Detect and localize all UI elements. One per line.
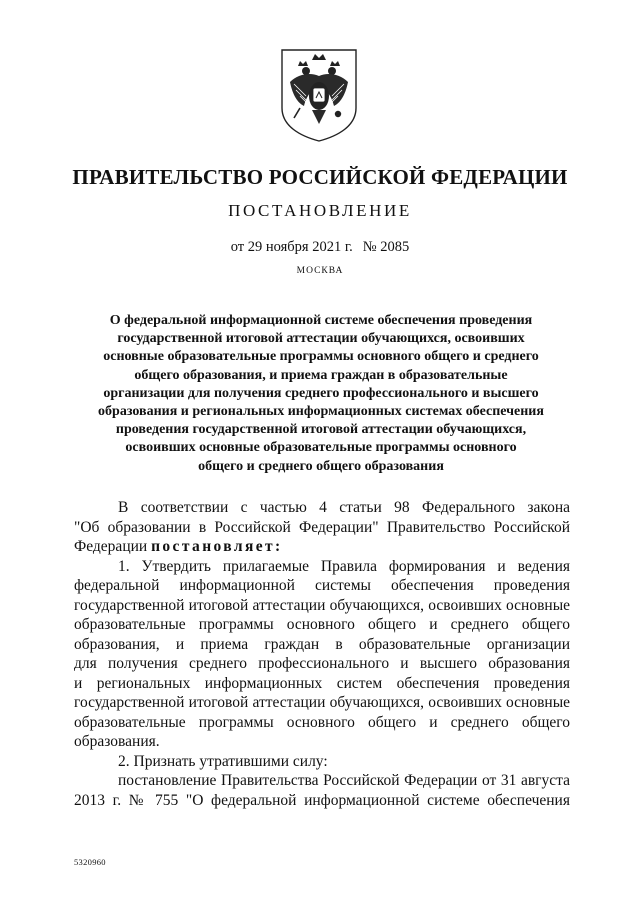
document-code: 5320960: [74, 857, 106, 867]
body-line: образовательные программы основного общего и среднего общего: [74, 713, 570, 731]
subject-line: общего и среднего общего образования: [198, 458, 444, 474]
body-line: государственной итоговой аттестации обучающихся, освоивших основные: [74, 596, 570, 614]
body-line: "Об образовании в Российской Федерации" Правительство Российской: [74, 518, 570, 536]
body-line: и региональных информационных систем обеспечения проведения: [74, 674, 570, 692]
body-line: для получения среднего профессионального и высшего образования: [74, 655, 570, 672]
subject-line: общего образования, и приема граждан в образовательные: [134, 367, 508, 383]
document-subject: [74, 312, 568, 476]
document-type: ПОСТАНОВЛЕНИЕ: [228, 201, 412, 220]
subject-line: проведения государственной итоговой аттестации обучающихся,: [115, 422, 527, 438]
preamble-end: Федерации: [74, 538, 148, 555]
body-line: [74, 537, 570, 557]
body-line: В соответствии с частью 4 статьи 98 Федерального закона: [118, 499, 570, 516]
body-line: 2013 г. № 755 "О федеральной информационной системе обеспечения: [74, 791, 570, 809]
decree-number: № 2085: [362, 239, 410, 255]
government-title: ПРАВИТЕЛЬСТВО РОССИЙСКОЙ ФЕДЕРАЦИИ: [72, 165, 568, 189]
body-line: образовательные программы основного общего и среднего общего: [74, 616, 570, 633]
subject-line: основные образовательные программы основного общего и среднего: [103, 349, 539, 365]
body-line: образования, и приема граждан в образовательные организации: [74, 635, 570, 653]
russian-coat-of-arms-icon: [276, 46, 362, 144]
subject-line: государственной итоговой аттестации обучающихся, освоивших: [117, 331, 525, 347]
body-line: постановление Правительства Российской Федерации от 31 августа: [118, 772, 570, 789]
subject-line: образования и региональных информационных системах обеспечения: [98, 404, 544, 420]
subject-line: освоивших основные образовательные программы основного: [125, 440, 517, 456]
decrees-word: постановляет:: [151, 538, 283, 555]
document-body: [74, 498, 570, 810]
subject-line: О федеральной информационной системе обеспечения проведения: [109, 313, 533, 328]
subject-line: организации для получения среднего профессионального и высшего: [103, 385, 539, 401]
date-number-line: [0, 237, 640, 257]
decree-date: от 29 ноября 2021 г.: [230, 239, 353, 255]
body-line: федеральной информационной системы обеспечения проведения: [74, 577, 570, 594]
body-line: государственной итоговой аттестации обучающихся, освоивших основные: [74, 694, 570, 711]
body-line: 2. Признать утратившими силу:: [118, 752, 328, 770]
city: МОСКВА: [296, 266, 344, 276]
body-line: образования.: [74, 733, 160, 750]
body-line: 1. Утвердить прилагаемые Правила формирования и ведения: [118, 557, 570, 575]
